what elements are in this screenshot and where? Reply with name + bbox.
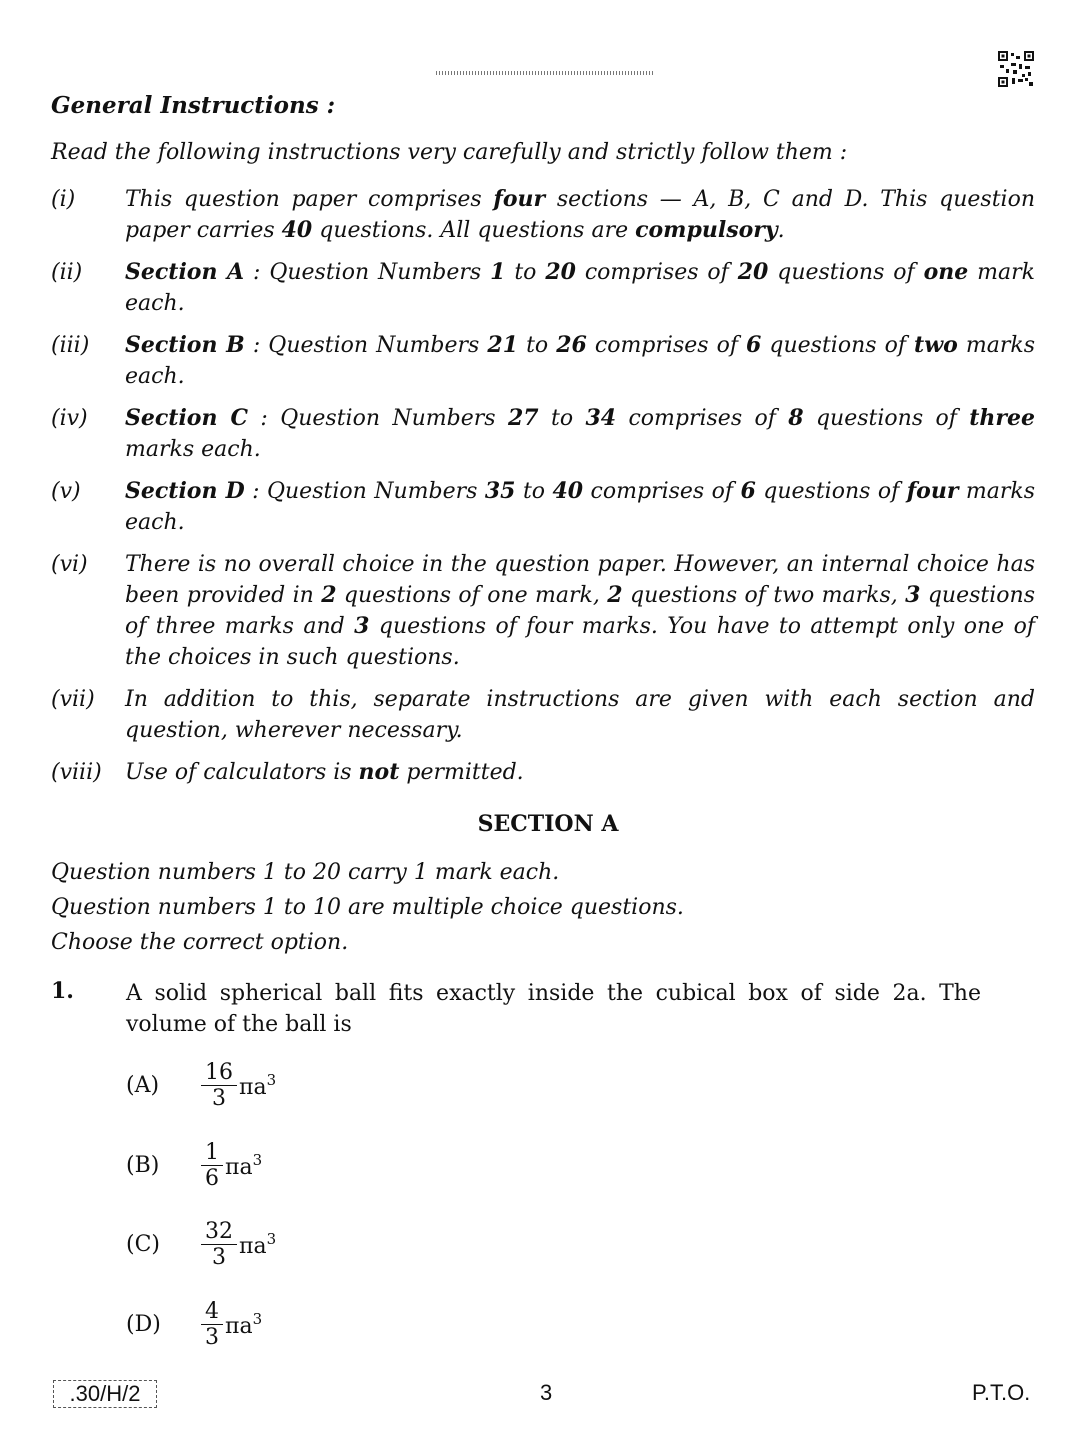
instruction-number: (ii)	[51, 260, 83, 285]
expression: $\pi a^3$	[239, 1071, 277, 1100]
instruction-item	[51, 184, 1035, 246]
numerator: 1	[205, 1140, 219, 1165]
option-label: (A)	[126, 1073, 160, 1098]
denominator: 6	[205, 1166, 219, 1191]
section-note: Question numbers 1 to 10 are multiple choice questions.	[51, 895, 684, 920]
instruction-text: This question paper comprises four sections — A, B, C and D. This question paper carries 40 questions. All questions are compulsory.	[125, 186, 1035, 243]
general-instructions-heading: General Instructions :	[51, 92, 336, 119]
instruction-text: Section C : Question Numbers 27 to 34 comprises of 8 questions of three marks each.	[125, 405, 1036, 462]
qr-code-icon	[998, 51, 1034, 87]
numerator: 32	[205, 1219, 233, 1244]
question-text: A solid spherical ball fits exactly inside the cubical box of side 2a. The volume of the ball is	[126, 981, 981, 1037]
section-note: Choose the correct option.	[51, 930, 349, 955]
question-number: 1.	[51, 978, 74, 1004]
instruction-number: (viii)	[51, 760, 102, 785]
header-microtext	[436, 71, 654, 75]
option-label: (B)	[126, 1153, 160, 1178]
expression: $\pi a^3$	[225, 1151, 263, 1180]
section-note: Question numbers 1 to 20 carry 1 mark each.	[51, 860, 560, 885]
instruction-text: Use of calculators is not permitted.	[125, 759, 524, 785]
numerator: 16	[205, 1060, 233, 1085]
instruction-text: Section B : Question Numbers 21 to 26 comprises of 6 questions of two marks each.	[125, 332, 1035, 389]
instruction-text: In addition to this, separate instructions are given with each section and question, wherever necessary.	[125, 687, 1035, 743]
expression: $\pi a^3$	[239, 1230, 277, 1259]
fraction	[203, 1140, 221, 1191]
option-label: (C)	[126, 1232, 160, 1257]
instructions-list	[51, 184, 1035, 799]
instruction-item	[51, 476, 1035, 538]
fraction	[203, 1060, 235, 1111]
page-number: 3	[540, 1380, 553, 1405]
instruction-number: (iii)	[51, 333, 90, 358]
instruction-item	[51, 684, 1035, 746]
instruction-item	[51, 257, 1035, 319]
instruction-item	[51, 757, 1035, 788]
instruction-number: (iv)	[51, 406, 88, 431]
numerator: 4	[205, 1299, 219, 1324]
option-a	[126, 1060, 276, 1111]
option-label: (D)	[126, 1312, 161, 1337]
denominator: 3	[212, 1245, 226, 1270]
section-title: SECTION A	[477, 811, 619, 837]
option-b	[126, 1140, 262, 1191]
fraction	[203, 1299, 221, 1350]
instruction-number: (vi)	[51, 552, 88, 577]
denominator: 3	[212, 1086, 226, 1111]
instruction-number: (i)	[51, 187, 76, 212]
please-turn-over: P.T.O.	[972, 1380, 1031, 1405]
instruction-item	[51, 403, 1035, 465]
instruction-item	[51, 549, 1035, 673]
option-c	[126, 1219, 276, 1270]
instruction-text: There is no overall choice in the question paper. However, an internal choice has been provided in 2 questions of one mark, 2 questions of two marks, 3 questions of three marks and 3 questions of four marks. You have to attempt only one of the choices in such questions.	[125, 552, 1035, 670]
fraction	[203, 1219, 235, 1270]
instruction-item	[51, 330, 1035, 392]
instructions-intro: Read the following instructions very carefully and strictly follow them :	[51, 140, 848, 165]
instruction-number: (vii)	[51, 687, 95, 712]
denominator: 3	[205, 1325, 219, 1350]
expression: $\pi a^3$	[225, 1310, 263, 1339]
paper-code: .30/H/2	[53, 1380, 157, 1408]
option-d	[126, 1299, 262, 1350]
instruction-text: Section D : Question Numbers 35 to 40 comprises of 6 questions of four marks each.	[125, 478, 1036, 535]
instruction-text: Section A : Question Numbers 1 to 20 comprises of 20 questions of one mark each.	[125, 259, 1035, 316]
instruction-number: (v)	[51, 479, 81, 504]
